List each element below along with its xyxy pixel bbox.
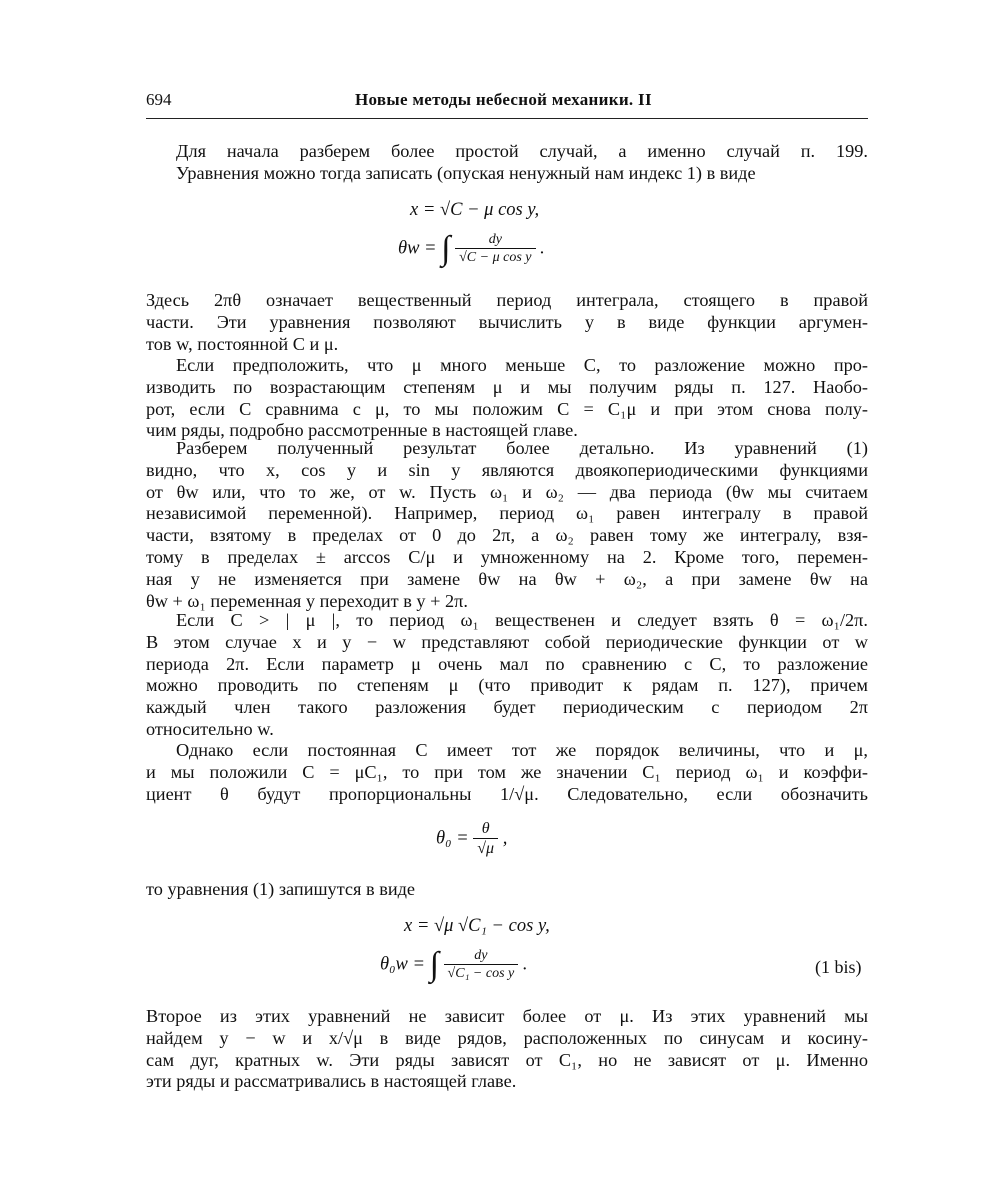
- fraction: [444, 948, 519, 982]
- paragraph-7: [146, 879, 868, 901]
- text-line: циент θ будут пропорциональны 1/√μ. Следовательно, если обозначить: [146, 783, 868, 804]
- text-line: тов w, постоянной C и μ.: [146, 333, 339, 354]
- running-header: [146, 90, 868, 112]
- text-line: эти ряды и рассматривались в настоящей главе.: [146, 1071, 517, 1092]
- text-line: и мы положили C = μC₁, то при том же значении C₁ период ω₁ и коэффи-: [146, 761, 868, 782]
- fraction-numerator: θ: [481, 820, 490, 837]
- equation-theta-zero-w: [380, 948, 528, 982]
- equation-theta-zero: [436, 820, 507, 858]
- text-line: относительно w.: [146, 718, 274, 739]
- text-line: каждый член такого разложения будет периодическим с периодом 2π: [146, 697, 868, 718]
- text-line: найдем y − w и x/√μ в виде рядов, расположенных по синусам и косину-: [146, 1027, 868, 1048]
- integral-sign: ∫: [429, 946, 439, 983]
- header-rule: [146, 118, 868, 119]
- equation-end: .: [522, 954, 528, 975]
- text-line: ная y не изменяется при замене θw на θw + ω₂, а при замене θw на: [146, 568, 868, 589]
- paragraph-4: [146, 438, 868, 612]
- paragraph-2: [146, 290, 868, 355]
- text-line: от θw или, что то же, от w. Пусть ω₁ и ω₂ — два периода (θw мы считаем: [146, 481, 868, 502]
- text-line: рот, если C сравнима с μ, то мы положим C = C₁μ и при этом снова полу-: [146, 398, 868, 419]
- text-line: сам дуг, кратных w. Эти ряды зависят от C₁, но не зависят от μ. Именно: [146, 1049, 868, 1070]
- text-line: Здесь 2πθ означает вещественный период интеграла, стоящего в правой: [146, 290, 868, 310]
- equation-lhs: θw =: [398, 238, 437, 259]
- text-line: изводить по возрастающим степеням μ и мы получим ряды п. 127. Наобо-: [146, 376, 868, 397]
- fraction-numerator: dy: [474, 948, 488, 963]
- fraction-numerator: dy: [488, 232, 502, 247]
- text-line: В этом случае x и y − w представляют собой периодические функции от w: [146, 631, 868, 652]
- paragraph-1: [146, 141, 868, 185]
- text-line: Разберем полученный результат более детально. Из уравнений (1): [176, 438, 868, 458]
- text-line: видно, что x, cos y и sin y являются двоякопериодическими функциями: [146, 459, 868, 480]
- paragraph-5: [146, 610, 868, 741]
- paragraph-3: [146, 355, 868, 442]
- equation-x-bis: x = √μ √C₁ − cos y,: [404, 916, 550, 936]
- fraction-denominator: √C − μ cos y: [455, 248, 535, 266]
- text-line: независимой переменной). Например, период ω₁ равен интегралу в правой: [146, 503, 868, 524]
- equation-lhs: θ₀w =: [380, 954, 425, 975]
- text-line: чим ряды, подробно рассмотренные в настоящей главе.: [146, 420, 578, 441]
- fraction: [455, 232, 535, 266]
- integral-sign: ∫: [441, 230, 451, 267]
- running-title: Новые методы небесной механики. II: [355, 90, 652, 109]
- text-line: Второе из этих уравнений не зависит более от μ. Из этих уравнений мы: [146, 1006, 868, 1026]
- text-line: θw + ω₁ переменная y переходит в y + 2π.: [146, 590, 468, 611]
- text-line: части, взятому в пределах от 0 до 2π, а ω₂ равен тому же интегралу, взя-: [146, 525, 868, 546]
- equation-end: ,: [502, 828, 508, 849]
- equation-end: .: [540, 238, 545, 259]
- text-line: части. Эти уравнения позволяют вычислить y в виде функции аргумен-: [146, 311, 868, 332]
- fraction-denominator: √μ: [473, 838, 498, 858]
- fraction-denominator: √C₁ − cos y: [444, 964, 519, 982]
- text-line: можно проводить по степеням μ (что приводит к рядам п. 127), причем: [146, 675, 868, 696]
- text-line: Однако если постоянная C имеет тот же порядок величины, что и μ,: [176, 740, 868, 760]
- text-line: то уравнения (1) запишутся в виде: [146, 879, 416, 899]
- fraction: [473, 820, 498, 858]
- paragraph-8: [146, 1006, 868, 1093]
- text-line: периода 2π. Если параметр μ очень мал по сравнению с C, то разложение: [146, 653, 868, 674]
- text-line: Уравнения можно тогда записать (опуская ненужный нам индекс 1) в виде: [176, 162, 756, 183]
- equation-label: (1 bis): [815, 957, 862, 977]
- text-line: Для начала разберем более простой случай, а именно случай п. 199.: [176, 141, 868, 161]
- equation-lhs: θ₀ =: [436, 828, 469, 849]
- equation-x: x = √C − μ cos y,: [410, 200, 540, 220]
- equation-theta-w: [398, 232, 545, 266]
- text-line: Если предположить, что μ много меньше C, то разложение можно про-: [176, 355, 868, 375]
- text-line: Если C > | μ |, то период ω₁ вещественен и следует взять θ = ω₁/2π.: [176, 610, 868, 630]
- text-line: тому в пределах ± arccos C/μ и умноженному на 2. Кроме того, перемен-: [146, 546, 868, 567]
- page-number: 694: [146, 90, 172, 109]
- paragraph-6: [146, 740, 868, 805]
